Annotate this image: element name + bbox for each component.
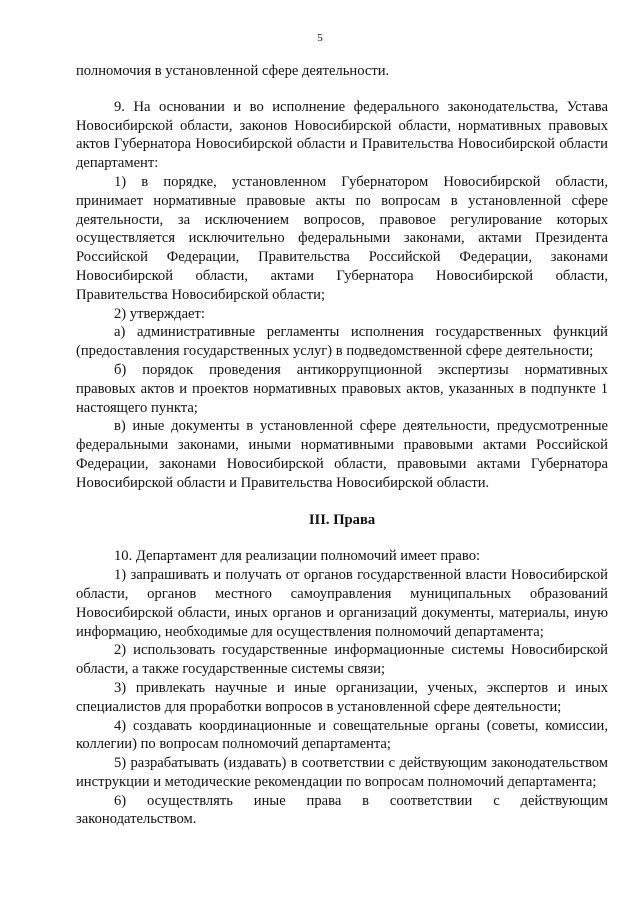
paragraph-9-item-2b: б) порядок проведения антикоррупционной экспертизы нормативных правовых актов и проектов нормативных правовых актов, указанных в подпункте 1 настоящего пункта; (76, 361, 608, 416)
paragraph-9-item-1: 1) в порядке, установленном Губернатором Новосибирской области, принимает нормативные правовые акты по вопросам в установленной сфере деятельности, за исключением вопросов, правовое регулирование которых осуществляется исключительно федеральными законами, актами Президента Российской Федерации, Правительства Российской Федерации, законами Новосибирской области, актами Губернатора Новосибирской области, Правительства Новосибирской области; (76, 173, 608, 303)
paragraph-10-item-3: 3) привлекать научные и иные организации, ученых, экспертов и иных специалистов для проработки вопросов в установленной сфере деятельности; (76, 679, 608, 715)
paragraph-10-intro: 10. Департамент для реализации полномочий имеет право: (114, 548, 481, 565)
paragraph-9-intro: 9. На основании и во исполнение федерального законодательства, Устава Новосибирской области, законов Новосибирской области, нормативных правовых актов Губернатора Новосибирской области и Правительства Новосибирской области департамент: (76, 98, 608, 172)
section-heading-rights: III. Права (308, 511, 376, 528)
paragraph-9-item-2a: а) административные регламенты исполнения государственных функций (предоставления государственных услуг) в подведомственной сфере деятельности; (76, 324, 608, 360)
paragraph-continuation: полномочия в установленной сфере деятельности. (76, 63, 390, 79)
paragraph-10-item-1: 1) запрашивать и получать от органов государственной власти Новосибирской области, органов местного самоуправления муниципальных образований Новосибирской области, иных органов и организаций документы, материалы, иную информацию, необходимые для осуществления полномочий департамента; (76, 567, 608, 640)
paragraph-9-item-2: 2) утверждает: (114, 305, 205, 322)
paragraph-10-item-6: 6) осуществлять иные права в соответствии с действующим законодательством. (76, 792, 608, 828)
paragraph-10-item-4: 4) создавать координационные и совещательные органы (советы, комиссии, коллегии) по вопросам полномочий департамента; (76, 717, 608, 753)
paragraph-9-item-2c: в) иные документы в установленной сфере деятельности, предусмотренные федеральными законами, иными нормативными правовыми актами Российской Федерации, законами Новосибирской области, правовыми актами Губернатора Новосибирской области и Правительства Новосибирской области. (76, 418, 608, 491)
document-body (76, 62, 608, 829)
paragraph-10-item-2: 2) использовать государственные информационные системы Новосибирской области, а также государственные системы связи; (76, 642, 608, 678)
paragraph-10-item-5: 5) разрабатывать (издавать) в соответствии с действующим законодательством инструкции и методические рекомендации по вопросам полномочий департамента; (76, 755, 608, 790)
page-number: 5 (317, 32, 323, 44)
